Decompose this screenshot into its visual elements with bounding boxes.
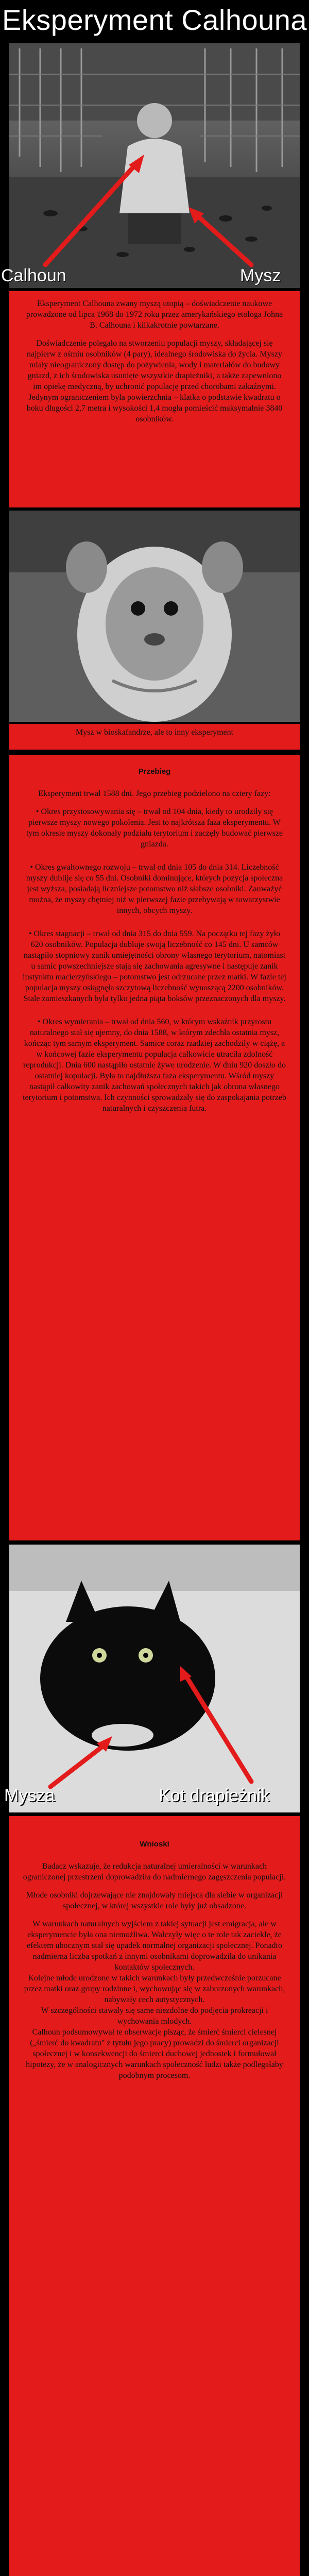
label-kot: Kot drapieżnik bbox=[159, 1786, 270, 1805]
label-mysza: Mysza bbox=[4, 1786, 55, 1805]
intro-paragraph-1: Eksperyment Calhouna zwany myszą utopią – doświadczenie naukowe prowadzone od lipca 1968 do 1972 roku przez amerykańskiego etologa Johna B. Calhouna i kilkakrotnie powtarzane. bbox=[26, 299, 283, 330]
cat-photo bbox=[9, 1545, 300, 1812]
label-mysz: Mysz bbox=[240, 266, 281, 285]
label-calhoun: Calhoun bbox=[1, 266, 66, 285]
bio-suit-photo bbox=[9, 511, 300, 722]
wnioski-paragraph-4: Kolejne młode urodzone w takich warunkach były przedwcześnie porzucane przez matki oraz grupy rodzinne i, wychowując się w zaburzonych warunkach, nabywały cech autystycznych. bbox=[24, 1974, 285, 2004]
phase-1: • Okres przystosowywania się – trwał od 104 dnia, kiedy to urodziły się pierwsze myszy nowego pokolenia. Jest to najkrótsza faza eksperymentu. W tym okresie myszy dokonały podziału terytorium i zaczęły budować pierwsze gniazda. bbox=[26, 807, 283, 849]
phase-2: • Okres gwałtownego rozwoju – trwał od dnia 105 do dnia 314. Liczebność myszy dublije się co 55 dni. Osobniki dominujące, których pozycja społeczna jest wyższa, posiadają liczniejsze potomstwo niż słabsze osobniki. Zauważyć można, że myszy chętniej niż w pierwszej fazie przebywają w towarzystwie innych, obcych myszy. bbox=[26, 863, 283, 915]
wnioski-paragraph-2: Młode osobniki dojrzewające nie znajdowały miejsca dla siebie w organizacji społecznej, w której wszystkie role były już obsadzone. bbox=[26, 1891, 283, 1910]
przebieg-panel bbox=[9, 755, 300, 1540]
wnioski-heading: Wnioski bbox=[140, 1840, 169, 1849]
phase-4: • Okres wymierania – trwał od dnia 560, w którym wskaźnik przyrostu naturalnego stał się ujemny, do dnia 1588, w którym zdechła ostatnia mysz, kończąc tym samym eksperyment. Samice coraz rzadziej zachodziły w ciążę, a w końcowej fazie eksperymentu populacja całkowicie utraciła zdolność reprodukcji. Dnia 600 nastąpiło ostatnie żywe urodzenie. W dniu 920 doszło do ostatniej kopulacji. Była to najdłuższa faza eksperymentu. Wśród myszy nastąpił całkowity zanik zachowań społecznych takich jak obrona własnego terytorium i potomstwa. Ich czynności sprowadzały się do zaspokajania potrzeb naturalnych i czyszczenia futra. bbox=[23, 1018, 286, 1113]
hero-image bbox=[1, 43, 300, 288]
przebieg-intro: Eksperyment trwał 1588 dni. Jego przebieg podzielono na cztery fazy: bbox=[38, 789, 271, 798]
caption-panel bbox=[9, 724, 300, 750]
photo-caption: Mysz w bioskafandrze, ale to inny eksperyment bbox=[75, 728, 234, 737]
phase-3: • Okres stagnacji – trwał od dnia 315 do dnia 559. Na początku tej fazy żyło 620 osobników. Populacja dubluje swoją liczebność co 145 dni. U samców nastąpiło stopniowy zanik umiejętności obrony własnego terytorium, natomiast u samic powszechniejsze stają się zachowania agresywne i następuje zanik instynktu macierzyńskiego – potomstwo jest odrzucane przez matki. W fazie tej populacja myszy osiągnęła szczytową liczebność wynoszącą 2200 osobników. Stale zamieszkanych była tylko jedna piąta boksów przeznaczonych dla myszy. bbox=[23, 929, 286, 1003]
wnioski-paragraph-3: W warunkach naturalnych wyjściem z takiej sytuacji jest emigracja, ale w eksperymencie była ona niemożliwa. Walczyły więc o te role tak zaciekle, że efektem ubocznym stał się upadek normalnej organizacji społecznej. Ponadto nadmierna liczba spotkań z innymi osobnikami doprowadziła do unikania kontaktów społecznych. bbox=[27, 1920, 282, 1972]
page-title: Eksperyment Calhouna bbox=[2, 4, 307, 36]
intro-panel bbox=[9, 291, 300, 507]
intro-paragraph-2: Doświadczenie polegało na stworzeniu populacji myszy, składającej się najpierw z ośmiu osobników (4 pary), idealnego środowiska do życia. Myszy miały nieograniczony dostęp do pożywienia, wody i materiałów do budowy gniazd, z ich środowiska usunięte wszystkie drapieżniki, a także zapewniono im opiekę medyczną, by uchronić populację przed chorobami zakaźnymi. Jedynym ograniczeniem była powierzchnia – klatka o podstawie kwadratu o boku długości 2,7 metra i wysokości 1,4 mogła pomieścić maksymalnie 3840 osobników. bbox=[26, 339, 283, 423]
przebieg-heading: Przebieg bbox=[138, 767, 171, 776]
wnioski-paragraph-1: Badacz wskazuje, że redukcja naturalnej umieralności w warunkach ograniczonej przestrzeni doprowadziła do nadmiernego zagęszczenia populacji. bbox=[23, 1862, 286, 1882]
wnioski-paragraph-5: W szczególności stawały się same niezdolne do podjęcia prokreacji i wychowania młodych. bbox=[41, 2006, 268, 2026]
hero-photo bbox=[9, 43, 300, 288]
wnioski-panel bbox=[9, 1816, 300, 2576]
cat-image bbox=[4, 1545, 300, 1812]
wnioski-paragraph-6: Calhoun podsumowywał te obserwacje pisząc, że śmierć śmierci cielesnej („śmierć do kwadratu" z tytułu jego pracy) prowadzi do śmierci organizacji społecznej i w konsekwencji do śmierci duchowej jednostek i formułował hipotezy, że w analogicznych warunkach społeczność ludzi także podlegałaby podobnym procesom. bbox=[26, 2028, 283, 2080]
